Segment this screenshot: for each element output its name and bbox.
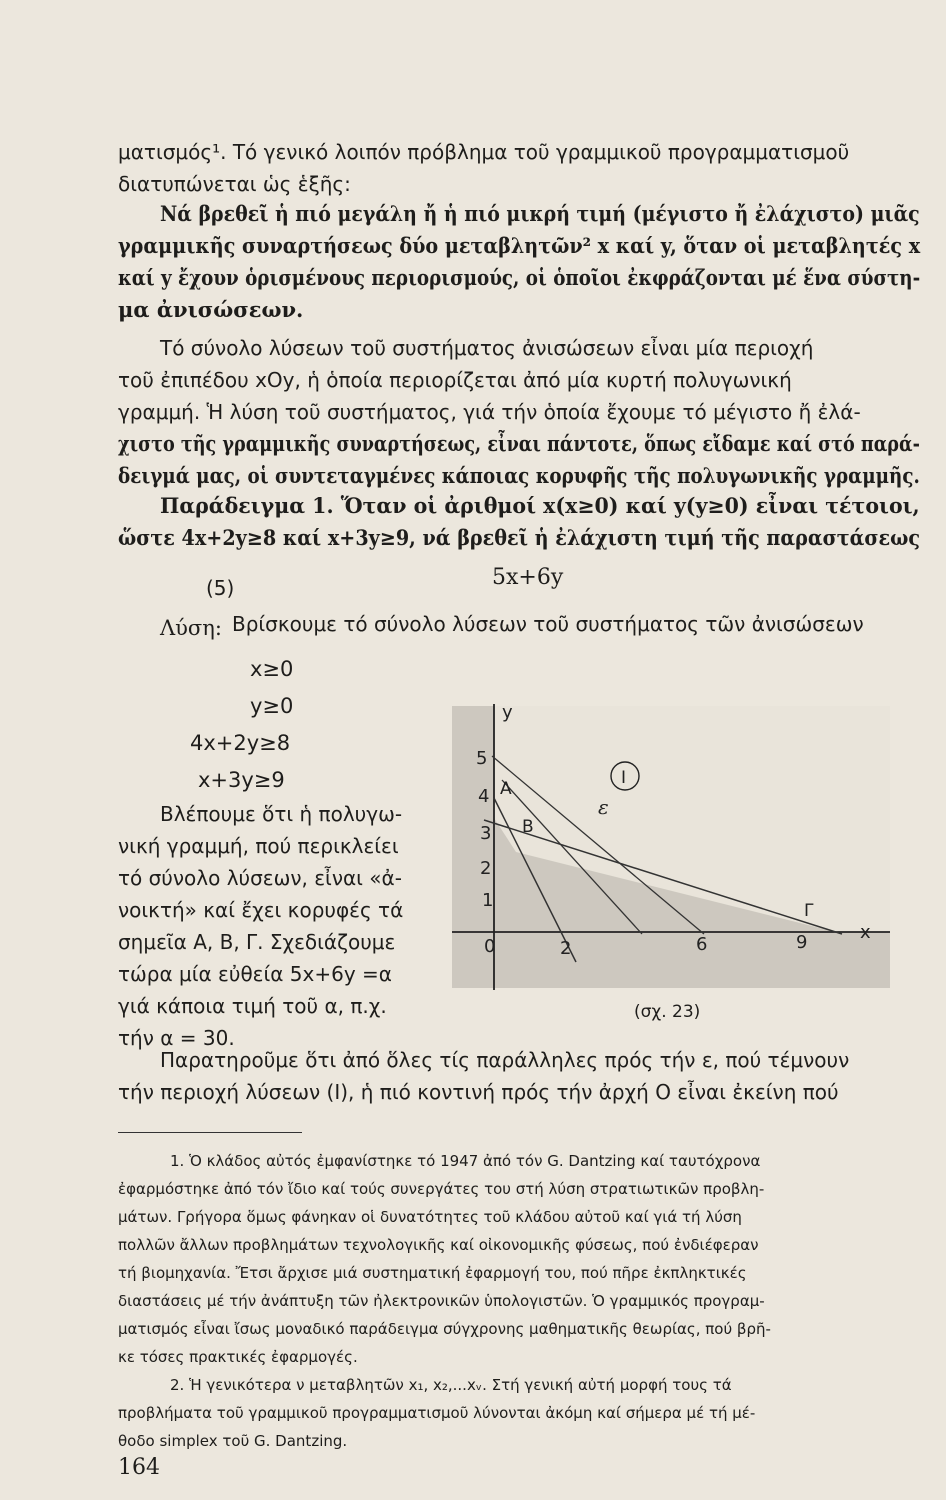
footnote-1-line-4: πολλῶν ἄλλων προβλημάτων τεχνολογικῆς καί οἰκονομικῆς φύσεως, πού ἐνδιέφεραν (118, 1236, 759, 1254)
x-tick-9: 9 (796, 932, 808, 953)
side-text-1: Βλέπουμε ὅτι ἡ πολυγω- (160, 802, 403, 826)
figure-caption: (σχ. 23) (634, 1002, 701, 1022)
region-I-label: I (621, 768, 627, 788)
vertex-B-label: B (522, 817, 534, 837)
footnote-1-line-5: τή βιομηχανία. Ἔτσι ἄρχισε μιά συστηματική ἐφαρμογή του, πού πῆρε ἐκπληκτικές (118, 1264, 747, 1282)
problem-line-3: καί y ἔχουν ὁρισμένους περιορισμούς, οἱ ὁποῖοι ἐκφράζονται μέ ἕνα σύστη- (118, 265, 921, 290)
objective-expression: 5x+6y (492, 565, 564, 590)
footnote-1-line-3: μάτων. Γρήγορα ὅμως φάνηκαν οἱ δυνατότητες τοῦ κλάδου αὐτοῦ καί γιά τή λύση (118, 1208, 742, 1226)
constraint-3: 4x+2y≥8 (190, 731, 291, 755)
side-text-7: γιά κάποια τιμή τοῦ α, π.χ. (118, 994, 387, 1018)
example-line-2: ὥστε 4x+2y≥8 καί x+3y≥9, νά βρεθεῖ ἡ ἐλάχιστη τιμή τῆς παραστάσεως (118, 525, 921, 550)
footnote-2-line-1: 2. Ἡ γενικότερα ν μεταβλητῶν x₁, x₂,...xᵥ. Στή γενική αὐτή μορφή τους τά (170, 1376, 732, 1394)
footnote-1-line-8: κε τόσες πρακτικές ἐφαρμογές. (118, 1348, 358, 1366)
solution-label: Λύση: (160, 616, 222, 640)
equation-number: (5) (206, 576, 235, 600)
y-tick-3: 3 (480, 823, 492, 844)
y-tick-1: 1 (482, 890, 494, 911)
footnote-divider (118, 1132, 302, 1133)
vertex-Gamma-label: Γ (804, 901, 814, 921)
paragraph-1-line-1: ματισμός¹. Τό γενικό λοιπόν πρόβλημα τοῦ γραμμικοῦ προγραμματισμοῦ (118, 140, 850, 164)
paragraph-1-line-2: διατυπώνεται ὡς ἑξῆς: (118, 172, 351, 196)
closing-line-2: τήν περιοχή λύσεων (I), ἡ πιό κοντινή πρός τήν ἀρχή Ο εἶναι ἐκείνη πού (118, 1080, 839, 1104)
closing-line-1: Παρατηροῦμε ὅτι ἀπό ὅλες τίς παράλληλες πρός τήν ε, πού τέμνουν (160, 1048, 850, 1072)
footnote-1-line-2: ἐφαρμόστηκε ἀπό τόν ἴδιο καί τούς συνεργάτες του στή λύση στρατιωτικῶν προβλη- (118, 1180, 765, 1198)
footnote-2-line-3: θοδο simplex τοῦ G. Dantzing. (118, 1432, 348, 1450)
paragraph-2-line-4: χιστο τῆς γραμμικῆς συναρτήσεως, εἶναι πάντοτε, ὅπως εἴδαμε καί στό παρά- (118, 431, 920, 456)
x-axis-label: x (860, 922, 871, 943)
line-epsilon-label: ε (598, 795, 609, 819)
side-text-4: νοικτή» καί ἔχει κορυφές τά (118, 898, 404, 922)
paragraph-2-line-1: Τό σύνολο λύσεων τοῦ συστήματος ἀνισώσεων εἶναι μία περιοχή (160, 336, 814, 360)
side-text-8: τήν α = 30. (118, 1026, 235, 1050)
example-line-1: Παράδειγμα 1. Ὅταν οἱ ἀριθμοί x(x≥0) καί y(y≥0) εἶναι τέτοιοι, (160, 493, 920, 518)
paragraph-2-line-3: γραμμή. Ἡ λύση τοῦ συστήματος, γιά τήν ὁποία ἔχουμε τό μέγιστο ἤ ἐλά- (118, 400, 861, 424)
constraint-1: x≥0 (250, 657, 294, 681)
y-tick-5: 5 (476, 748, 488, 769)
y-axis-label: y (502, 702, 513, 723)
constraint-4: x+3y≥9 (198, 768, 285, 792)
footnote-2-line-2: προβλήματα τοῦ γραμμικοῦ προγραμματισμοῦ λύνονται ἀκόμη καί σήμερα μέ τή μέ- (118, 1404, 756, 1422)
side-text-6: τώρα μία εὐθεία 5x+6y =α (118, 962, 392, 986)
constraint-2: y≥0 (250, 694, 294, 718)
footnote-1-line-6: διαστάσεις μέ τήν ἀνάπτυξη τῶν ἠλεκτρονικῶν ὑπολογιστῶν. Ὁ γραμμικός προγραμ- (118, 1292, 765, 1310)
paragraph-2-line-2: τοῦ ἐπιπέδου xOy, ἡ ὁποία περιορίζεται ἀπό μία κυρτή πολυγωνική (118, 368, 792, 392)
paragraph-2-line-5: δειγμά μας, οἱ συντεταγμένες κάποιας κορυφῆς τῆς πολυγωνικῆς γραμμῆς. (118, 463, 920, 488)
problem-line-1: Νά βρεθεῖ ἡ πιό μεγάλη ἤ ἡ πιό μικρή τιμή (μέγιστο ἤ ἐλάχιστο) μιᾶς (160, 201, 920, 226)
origin-label: 0 (484, 936, 496, 957)
side-text-3: τό σύνολο λύσεων, εἶναι «ἀ- (118, 866, 402, 890)
problem-line-4: μα ἀνισώσεων. (118, 297, 304, 322)
solution-text: Βρίσκουμε τό σύνολο λύσεων τοῦ συστήματος τῶν ἀνισώσεων (232, 612, 864, 636)
problem-line-2: γραμμικῆς συναρτήσεως δύο μεταβλητῶν² x καί y, ὅταν οἱ μεταβλητές x (118, 233, 921, 258)
footnote-1-line-1: 1. Ὁ κλάδος αὐτός ἐμφανίστηκε τό 1947 ἀπό τόν G. Dantzing καί ταυτόχρονα (170, 1152, 761, 1170)
x-tick-6: 6 (696, 934, 708, 955)
feasible-region-graph (452, 694, 892, 994)
vertex-A-label: A (500, 779, 512, 799)
y-tick-4: 4 (478, 786, 490, 807)
page-number: 164 (118, 1455, 160, 1480)
y-tick-2: 2 (480, 858, 492, 879)
footnote-1-line-7: ματισμός εἶναι ἴσως μοναδικό παράδειγμα σύγχρονης μαθηματικῆς θεωρίας, πού βρῆ- (118, 1320, 771, 1338)
x-tick-2: 2 (560, 938, 572, 959)
side-text-5: σημεῖα Α, Β, Γ. Σχεδιάζουμε (118, 930, 396, 954)
side-text-2: νική γραμμή, πού περικλείει (118, 834, 399, 858)
